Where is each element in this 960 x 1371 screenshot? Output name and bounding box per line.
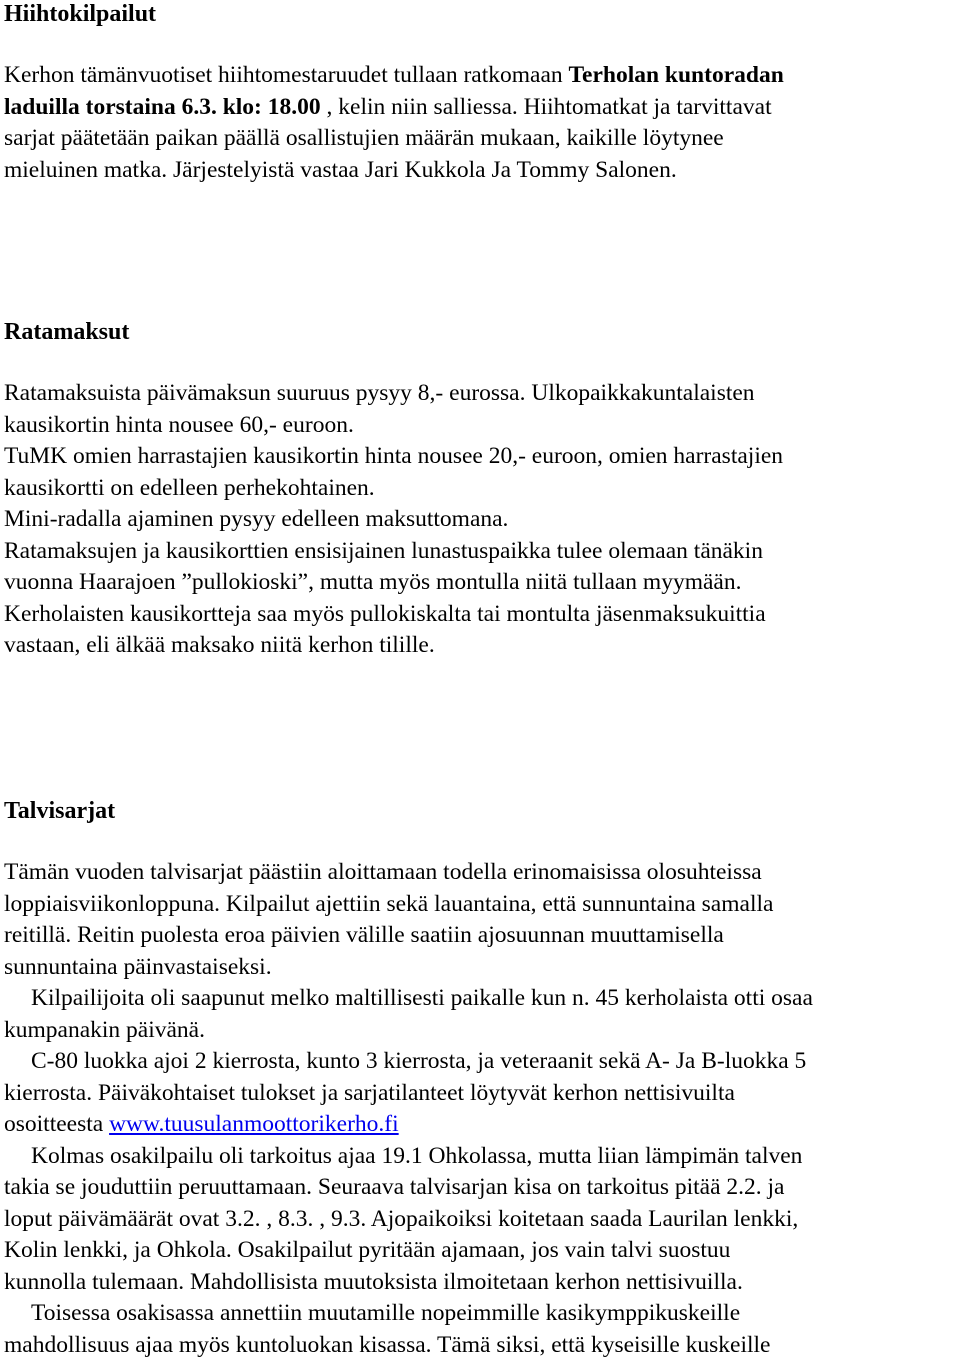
paragraph-line: TuMK omien harrastajien kausikortin hinta nousee 20,- euroon, omien harrastajien bbox=[4, 443, 784, 469]
paragraph-line: loppiaisviikonloppuna. Kilpailut ajettiin sekä lauantaina, että sunnuntaina samalla bbox=[4, 890, 774, 917]
section-title-ratamaksut: Ratamaksut bbox=[4, 319, 130, 345]
section-body-ratamaksut bbox=[4, 378, 783, 662]
paragraph-line: Tämän vuoden talvisarjat päästiin aloittamaan todella erinomaisissa olosuhteissa bbox=[4, 859, 762, 885]
paragraph-line: Ratamaksuista päivämaksun suuruus pysyy 8,- eurossa. Ulkopaikkakuntalaisten bbox=[4, 380, 755, 406]
paragraph-line: reitillä. Reitin puolesta eroa päivien välille saatiin ajosuunnan muuttamisella bbox=[4, 922, 724, 948]
paragraph-line bbox=[4, 92, 784, 124]
text: osoitteesta bbox=[4, 1111, 110, 1137]
paragraph-line bbox=[4, 60, 784, 92]
paragraph-line: Kerholaisten kausikortteja saa myös pullokiskalta tai montulta jäsenmaksukuittia bbox=[4, 600, 766, 627]
section-title-talvisarjat: Talvisarjat bbox=[4, 798, 116, 824]
paragraph-line: Ratamaksujen ja kausikorttien ensisijainen lunastuspaikka tulee olemaan tänäkin bbox=[4, 537, 763, 564]
paragraph-line: kunnolla tulemaan. Mahdollisista muutoksista ilmoitetaan kerhon nettisivuilla. bbox=[4, 1268, 743, 1295]
paragraph-line: Kolin lenkki, ja Ohkola. Osakilpailut pyritään ajamaan, jos vain talvi suostuu bbox=[4, 1237, 731, 1263]
paragraph-line: loput päivämäärät ovat 3.2. , 8.3. , 9.3. Ajopaikoiksi koitetaan saada Laurilan lenkki, bbox=[4, 1205, 799, 1232]
section-body-hiihtokilpailut bbox=[4, 60, 784, 186]
paragraph-line: kumpanakin päivänä. bbox=[4, 1016, 205, 1043]
section-title-hiihtokilpailut: Hiihtokilpailut bbox=[4, 1, 157, 27]
paragraph-line: mieluinen matka. Järjestelyistä vastaa Jari Kukkola Ja Tommy Salonen. bbox=[4, 156, 677, 183]
paragraph-line: sunnuntaina päinvastaiseksi. bbox=[4, 953, 272, 980]
text: Kerhon tämänvuotiset hiihtomestaruudet tullaan ratkomaan bbox=[4, 62, 569, 88]
paragraph-line: kierrosta. Päiväkohtaiset tulokset ja sarjatilanteet löytyvät kerhon nettisivuilta bbox=[4, 1079, 735, 1106]
paragraph-line: Mini-radalla ajaminen pysyy edelleen maksuttomana. bbox=[4, 506, 509, 532]
paragraph-line: C-80 luokka ajoi 2 kierrosta, kunto 3 kierrosta, ja veteraanit sekä A- Ja B-luokka 5 bbox=[31, 1048, 807, 1074]
website-link[interactable]: www.tuusulanmoottorikerho.fi bbox=[109, 1111, 399, 1137]
paragraph-line: vuonna Haarajoen ”pullokioski”, mutta myös montulla niitä tullaan myymään. bbox=[4, 569, 742, 595]
bold-text: laduilla torstaina 6.3. klo: 18.00 bbox=[4, 93, 327, 120]
paragraph-line: mahdollisuus ajaa myös kuntoluokan kisassa. Tämä siksi, että kyseisille kuskeille bbox=[4, 1331, 771, 1358]
paragraph-line: takia se jouduttiin peruuttamaan. Seuraava talvisarjan kisa on tarkoitus pitää 2.2. ja bbox=[4, 1174, 785, 1200]
paragraph-line: Toisessa osakisassa annettiin muutamille nopeimmille kasikymppikuskeille bbox=[31, 1300, 741, 1326]
text: , kelin niin salliessa. Hiihtomatkat ja tarvittavat bbox=[326, 93, 772, 120]
paragraph-line bbox=[4, 1109, 813, 1141]
paragraph-line: kausikortti on edelleen perhekohtainen. bbox=[4, 474, 375, 501]
section-body-talvisarjat bbox=[4, 857, 813, 1361]
bold-text: Terholan kuntoradan bbox=[568, 62, 784, 88]
paragraph-line: kausikortin hinta nousee 60,- euroon. bbox=[4, 411, 354, 438]
paragraph-line: sarjat päätetään paikan päällä osallistujien määrän mukaan, kaikille löytynee bbox=[4, 125, 724, 151]
paragraph-line: vastaan, eli älkää maksako niitä kerhon tilille. bbox=[4, 632, 435, 658]
paragraph-line: Kolmas osakilpailu oli tarkoitus ajaa 19.1 Ohkolassa, mutta liian lämpimän talven bbox=[31, 1142, 803, 1169]
paragraph-line: Kilpailijoita oli saapunut melko maltillisesti paikalle kun n. 45 kerholaista otti osaa bbox=[31, 985, 813, 1011]
